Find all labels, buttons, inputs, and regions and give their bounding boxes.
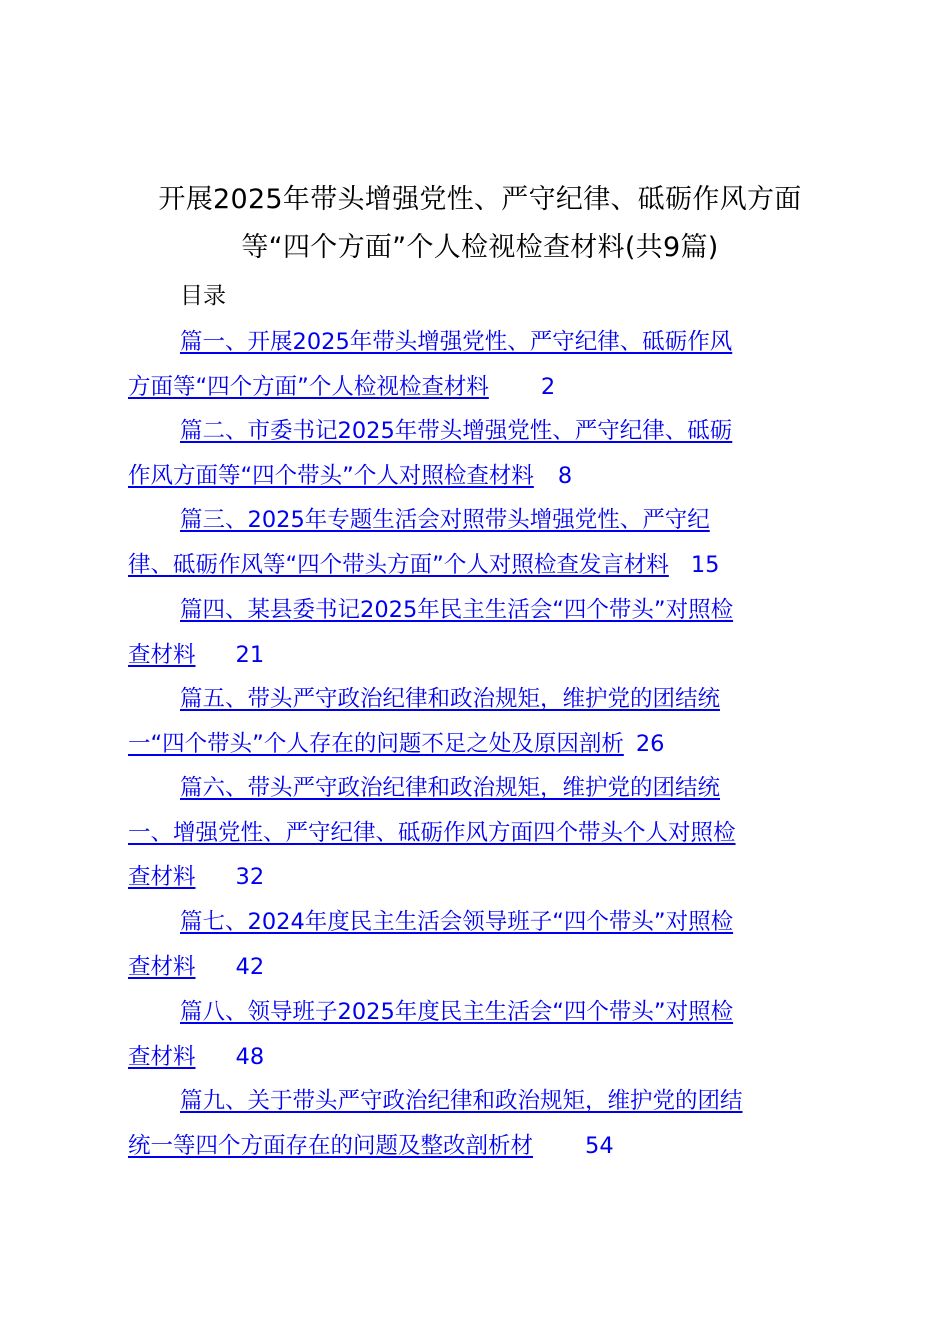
toc-entry-8[interactable] — [128, 990, 828, 1079]
toc-entry-title-tail[interactable]: 一“四个带头”个人存在的问题不足之处及原因剖析 — [128, 730, 624, 757]
toc-entry-text-line-1[interactable]: 篇四、某县委书记2025年民主生活会“四个带头”对照检 — [180, 597, 734, 623]
toc-entry-text-line-2[interactable] — [128, 365, 828, 410]
toc-entry-text-line-2[interactable] — [128, 454, 828, 499]
toc-entry-text-line-2[interactable] — [128, 633, 828, 678]
document-title-line-1: 开展2025年带头增强党性、严守纪律、砥砺作风方面 — [158, 184, 802, 215]
toc-entry-5[interactable] — [128, 677, 828, 766]
toc-entry-title-tail[interactable]: 查材料 — [128, 864, 196, 891]
toc-entry-text-line-2[interactable] — [128, 945, 828, 990]
toc-entry-text-line-2[interactable] — [128, 722, 828, 767]
toc-entry-page-number[interactable]: 2 — [540, 373, 556, 400]
toc-entry-text-line-1[interactable]: 篇五、带头严守政治纪律和政治规矩，维护党的团结统 — [180, 686, 721, 712]
toc-entry-4[interactable] — [128, 588, 828, 677]
toc-entry-page-number[interactable]: 21 — [235, 641, 265, 668]
toc-entry-1[interactable] — [128, 320, 828, 409]
toc-entry-title-tail[interactable]: 方面等“四个方面”个人检视检查材料 — [128, 373, 489, 400]
toc-entry-3[interactable] — [128, 498, 828, 587]
document-title — [100, 176, 860, 272]
toc-entry-page-number[interactable]: 42 — [235, 953, 265, 980]
toc-entry-title-tail[interactable]: 查材料 — [128, 1043, 196, 1070]
toc-entry-text-line-2[interactable] — [128, 1035, 828, 1080]
toc-entry-title-tail[interactable]: 律、砥砺作风等“四个带头方面”个人对照检查发言材料 — [128, 551, 669, 578]
toc-entry-page-number[interactable]: 32 — [235, 864, 265, 891]
toc-entry-6[interactable] — [128, 766, 828, 900]
toc-entry-9[interactable] — [128, 1079, 828, 1168]
toc-entry-text-line-3[interactable] — [128, 855, 828, 900]
toc-entry-title-tail[interactable]: 作风方面等“四个带头”个人对照检查材料 — [128, 462, 534, 489]
toc-entry-page-number[interactable]: 26 — [635, 730, 665, 757]
toc-entry-page-number[interactable]: 54 — [585, 1132, 614, 1159]
toc-entry-page-number[interactable]: 15 — [690, 551, 720, 578]
toc-entry-text-line-1[interactable]: 篇八、领导班子2025年度民主生活会“四个带头”对照检 — [180, 999, 734, 1025]
toc-entry-text-line-1[interactable]: 篇七、2024年度民主生活会领导班子“四个带头”对照检 — [180, 909, 734, 935]
toc-entry-title-tail[interactable]: 查材料 — [128, 641, 196, 668]
toc-entry-title-tail[interactable]: 统一等四个方面存在的问题及整改剖析材 — [128, 1132, 534, 1159]
toc-entry-page-number[interactable]: 48 — [235, 1043, 265, 1070]
toc-heading: 目录 — [180, 283, 226, 309]
toc-entry-text-line-1[interactable]: 篇九、关于带头严守政治纪律和政治规矩，维护党的团结 — [180, 1088, 743, 1114]
toc-entry-text-line-1[interactable]: 篇三、2025年专题生活会对照带头增强党性、严守纪 — [180, 507, 710, 533]
toc-entry-title-tail[interactable]: 查材料 — [128, 953, 196, 980]
document-title-line-2: 等“四个方面”个人检视检查材料(共9篇) — [241, 232, 719, 263]
toc-entry-text-line-2[interactable]: 一、增强党性、严守纪律、砥砺作风方面四个带头个人对照检 — [128, 819, 736, 846]
toc-entry-text-line-2[interactable] — [128, 543, 828, 588]
toc-entry-2[interactable] — [128, 409, 828, 498]
toc-entry-text-line-2[interactable] — [128, 1124, 828, 1169]
toc-entry-page-number[interactable]: 8 — [557, 462, 573, 489]
toc-entry-text-line-1[interactable]: 篇二、市委书记2025年带头增强党性、严守纪律、砥砺 — [180, 418, 733, 444]
toc-entry-7[interactable] — [128, 900, 828, 989]
toc-entry-text-line-1[interactable]: 篇六、带头严守政治纪律和政治规矩，维护党的团结统 — [180, 775, 721, 801]
toc-entry-text-line-1[interactable]: 篇一、开展2025年带头增强党性、严守纪律、砥砺作风 — [180, 329, 733, 355]
